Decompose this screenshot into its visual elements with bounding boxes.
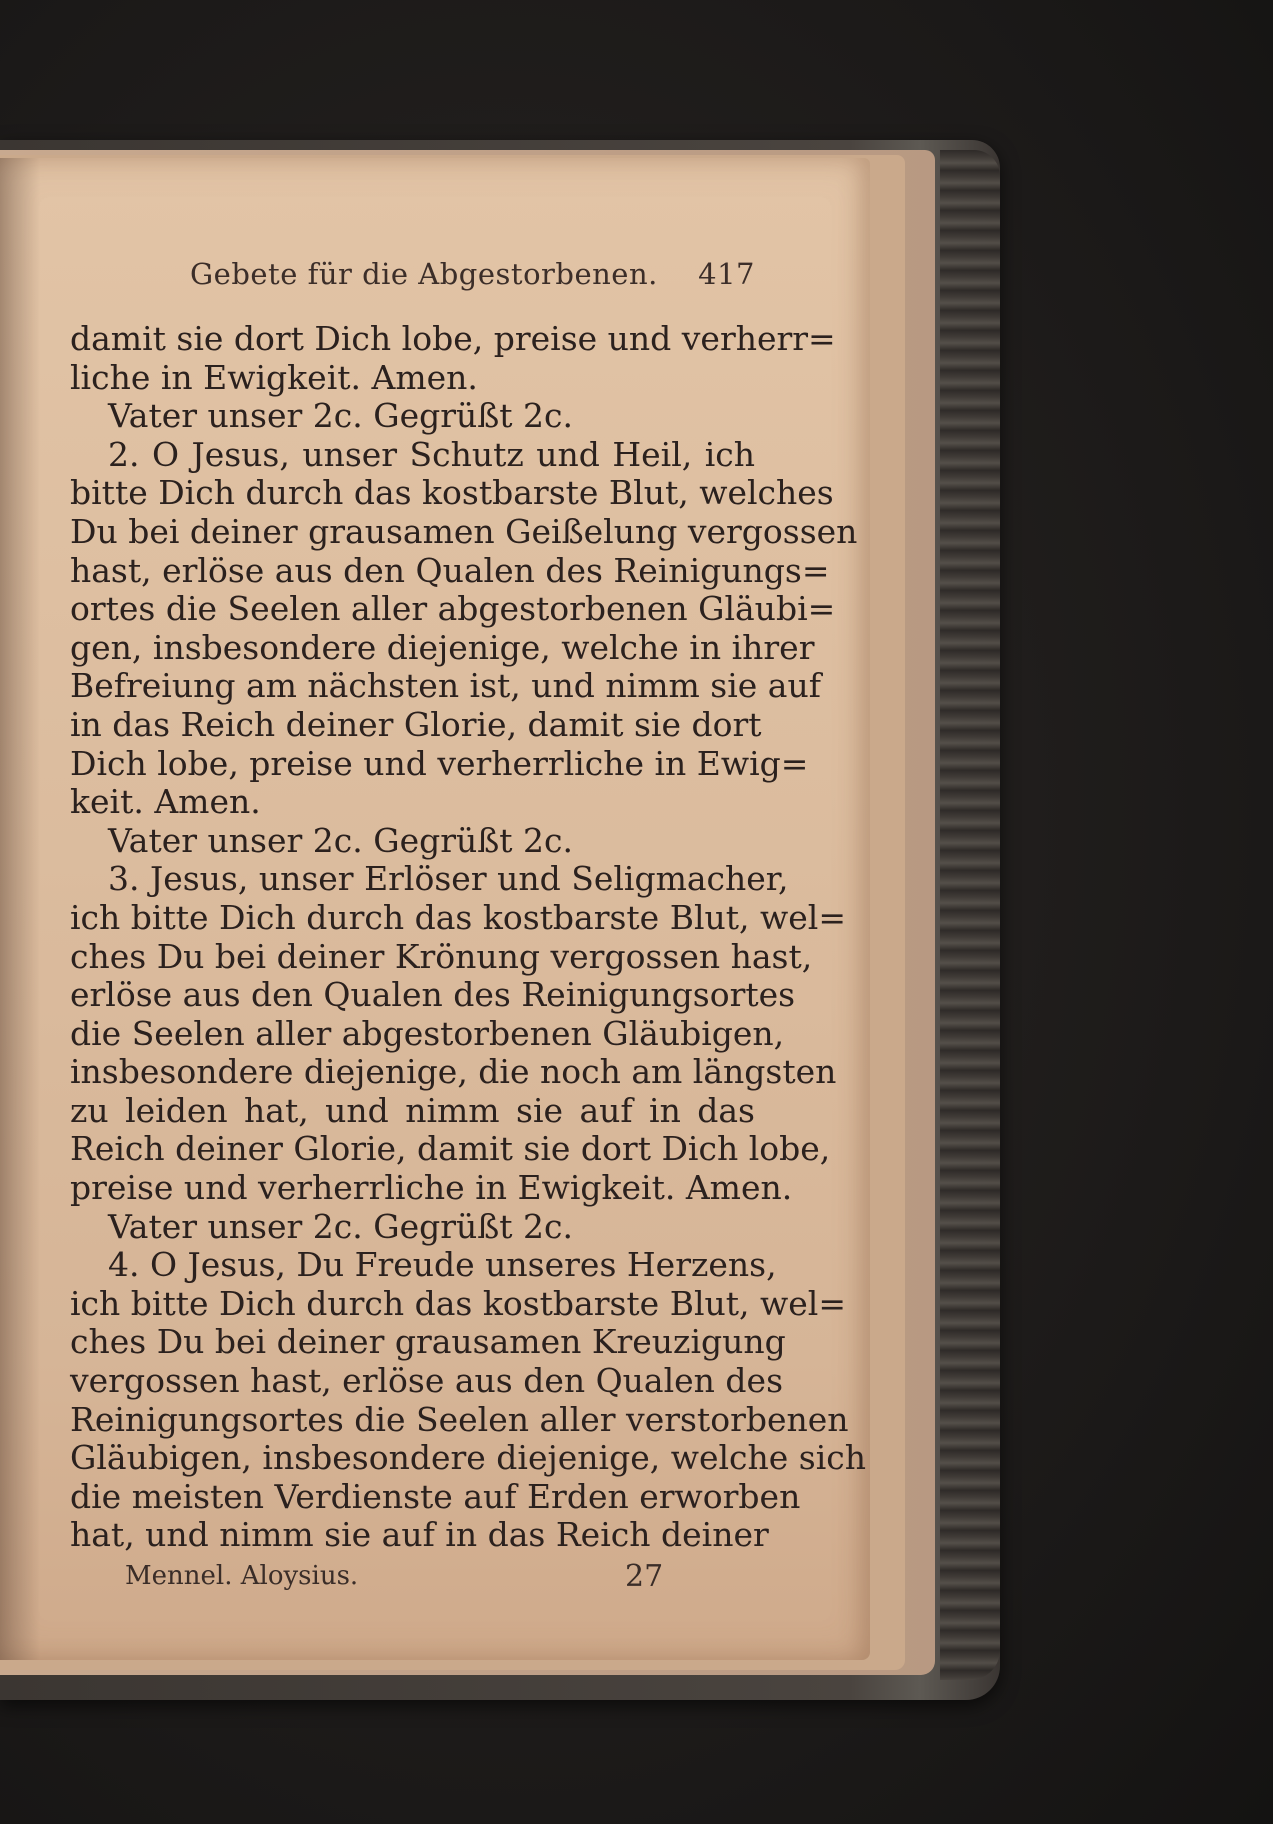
text-line: insbesondere diejenige, die noch am längsten bbox=[70, 1052, 837, 1092]
text-line: vergossen hast, erlöse aus den Qualen des bbox=[70, 1361, 784, 1401]
text-line: Vater unser 2c. Gegrüßt 2c. bbox=[108, 396, 574, 436]
text-line: ches Du bei deiner Krönung vergossen hast, bbox=[70, 936, 813, 976]
text-line: preise und verherrliche in Ewigkeit. Amen. bbox=[70, 1168, 793, 1208]
signature-number: 27 bbox=[625, 1559, 664, 1594]
text-line: zu leiden hat, und nimm sie auf in das bbox=[70, 1090, 755, 1130]
text-line: in das Reich deiner Glorie, damit sie dort bbox=[70, 704, 762, 744]
text-line: Reich deiner Glorie, damit sie dort Dich lobe, bbox=[70, 1129, 831, 1169]
page-footer bbox=[125, 1561, 665, 1597]
text-line: Du bei deiner grausamen Geißelung vergossen bbox=[70, 511, 858, 551]
text-line: liche in Ewigkeit. Amen. bbox=[70, 357, 478, 397]
text-line: Befreiung am nächsten ist, und nimm sie auf bbox=[70, 666, 821, 706]
book-cover-edge bbox=[940, 150, 1000, 1680]
text-line: 4. O Jesus, Du Freude unseres Herzens, bbox=[108, 1245, 777, 1285]
text-line: erlöse aus den Qualen des Reinigungsortes bbox=[70, 975, 796, 1015]
text-line: Gläubigen, insbesondere diejenige, welche sich bbox=[70, 1438, 867, 1478]
text-line: 3. Jesus, unser Erlöser und Seligmacher, bbox=[108, 859, 789, 899]
text-line: hat, und nimm sie auf in das Reich deiner bbox=[70, 1515, 769, 1555]
text-line: bitte Dich durch das kostbarste Blut, welches bbox=[70, 473, 834, 513]
text-line: 2. O Jesus, unser Schutz und Heil, ich bbox=[108, 434, 755, 474]
text-line: Dich lobe, preise und verherrliche in Ewig= bbox=[70, 743, 809, 783]
page-number: 417 bbox=[698, 257, 755, 291]
text-line: ich bitte Dich durch das kostbarste Blut, wel= bbox=[70, 897, 846, 937]
running-head bbox=[190, 257, 755, 301]
signature-mark: Mennel. Aloysius. bbox=[125, 1561, 359, 1591]
text-line: die meisten Verdienste auf Erden erworben bbox=[70, 1476, 801, 1516]
text-line: Vater unser 2c. Gegrüßt 2c. bbox=[108, 1206, 574, 1246]
text-line: die Seelen aller abgestorbenen Gläubigen, bbox=[70, 1013, 785, 1053]
text-line: ich bitte Dich durch das kostbarste Blut, wel= bbox=[70, 1283, 846, 1323]
text-line: Vater unser 2c. Gegrüßt 2c. bbox=[108, 820, 574, 860]
text-line: ches Du bei deiner grausamen Kreuzigung bbox=[70, 1322, 786, 1362]
running-head-title: Gebete für die Abgestorbenen. bbox=[190, 257, 658, 291]
text-line: Reinigungsortes die Seelen aller verstorbenen bbox=[70, 1399, 849, 1439]
text-line: damit sie dort Dich lobe, preise und verherr= bbox=[70, 319, 836, 358]
text-line: ortes die Seelen aller abgestorbenen Gläubi= bbox=[70, 589, 836, 629]
prayer-text bbox=[70, 319, 867, 1555]
page-gutter-shadow bbox=[0, 158, 40, 1660]
text-line: keit. Amen. bbox=[70, 782, 261, 822]
text-line: hast, erlöse aus den Qualen des Reinigungs= bbox=[70, 550, 830, 590]
text-line: gen, insbesondere diejenige, welche in ihrer bbox=[70, 627, 815, 667]
